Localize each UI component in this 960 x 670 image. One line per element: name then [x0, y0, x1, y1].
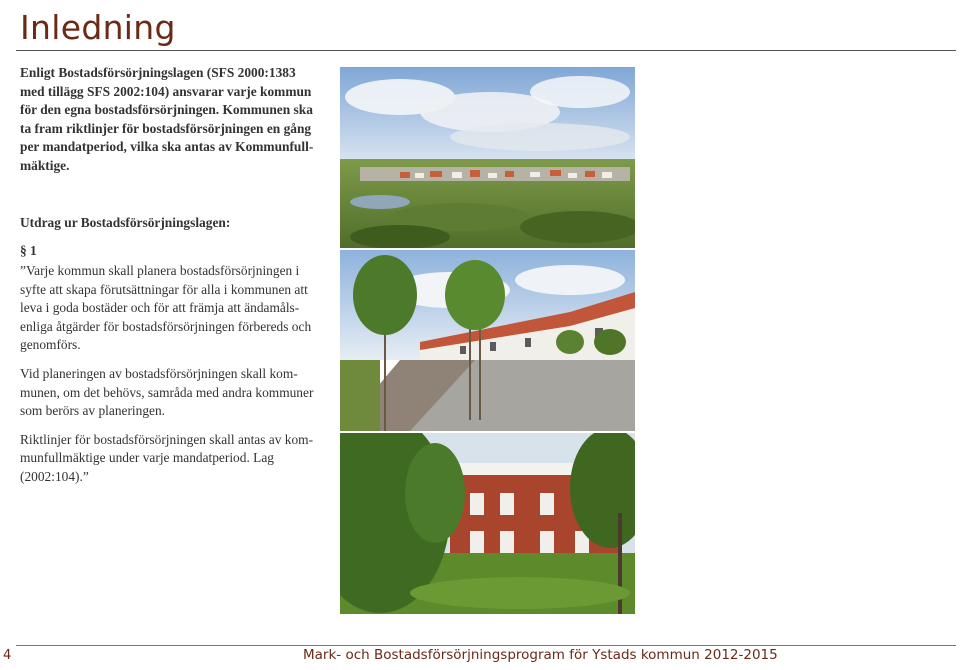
- intro-paragraph: Enligt Bostadsförsörjningslagen (SFS 2000:1383 med tillägg SFS 2002:104) ansvarar varje kommun för den egna bostadsförsörjningen. Kommunen ska ta fram riktlinjer för bostadsförsörjningen en gång per mandatperiod, vilka ska antas av Kommunfull-mäktige.: [20, 65, 314, 173]
- quote-paragraph-3: Riktlinjer för bostadsförsörjningen skall antas av kom-munfullmäktige under varje mandatperiod. Lag (2002:104).”: [20, 431, 314, 484]
- page-number: 4: [3, 648, 12, 663]
- houses-photo: [340, 433, 635, 614]
- quote-paragraph-2: Vid planeringen av bostadsförsörjningen skall kom-munen, om det behövs, samråda med andra kommuner som berörs av planeringen.: [20, 365, 314, 419]
- law-quote: [20, 262, 322, 497]
- footer-title: Mark- och Bostadsförsörjningsprogram för Ystads kommun 2012-2015: [303, 647, 778, 663]
- landscape-photo: [340, 67, 635, 248]
- page-title: Inledning: [20, 8, 176, 47]
- quote-paragraph-1: ”Varje kommun skall planera bostadsförsörjningen i syfte att skapa förutsättningar för alla i kommunen att leva i goda bostäder och för att främja att ändamåls-enliga åtgärder för bostadsförsörjningen förbereds och genomförs.: [20, 263, 312, 353]
- title-divider: [16, 50, 956, 51]
- footer-divider: [16, 645, 956, 646]
- street-photo: [340, 250, 635, 431]
- paragraph-mark: § 1: [20, 243, 37, 258]
- excerpt-heading: Utdrag ur Bostadsförsörjningslagen:: [20, 215, 231, 230]
